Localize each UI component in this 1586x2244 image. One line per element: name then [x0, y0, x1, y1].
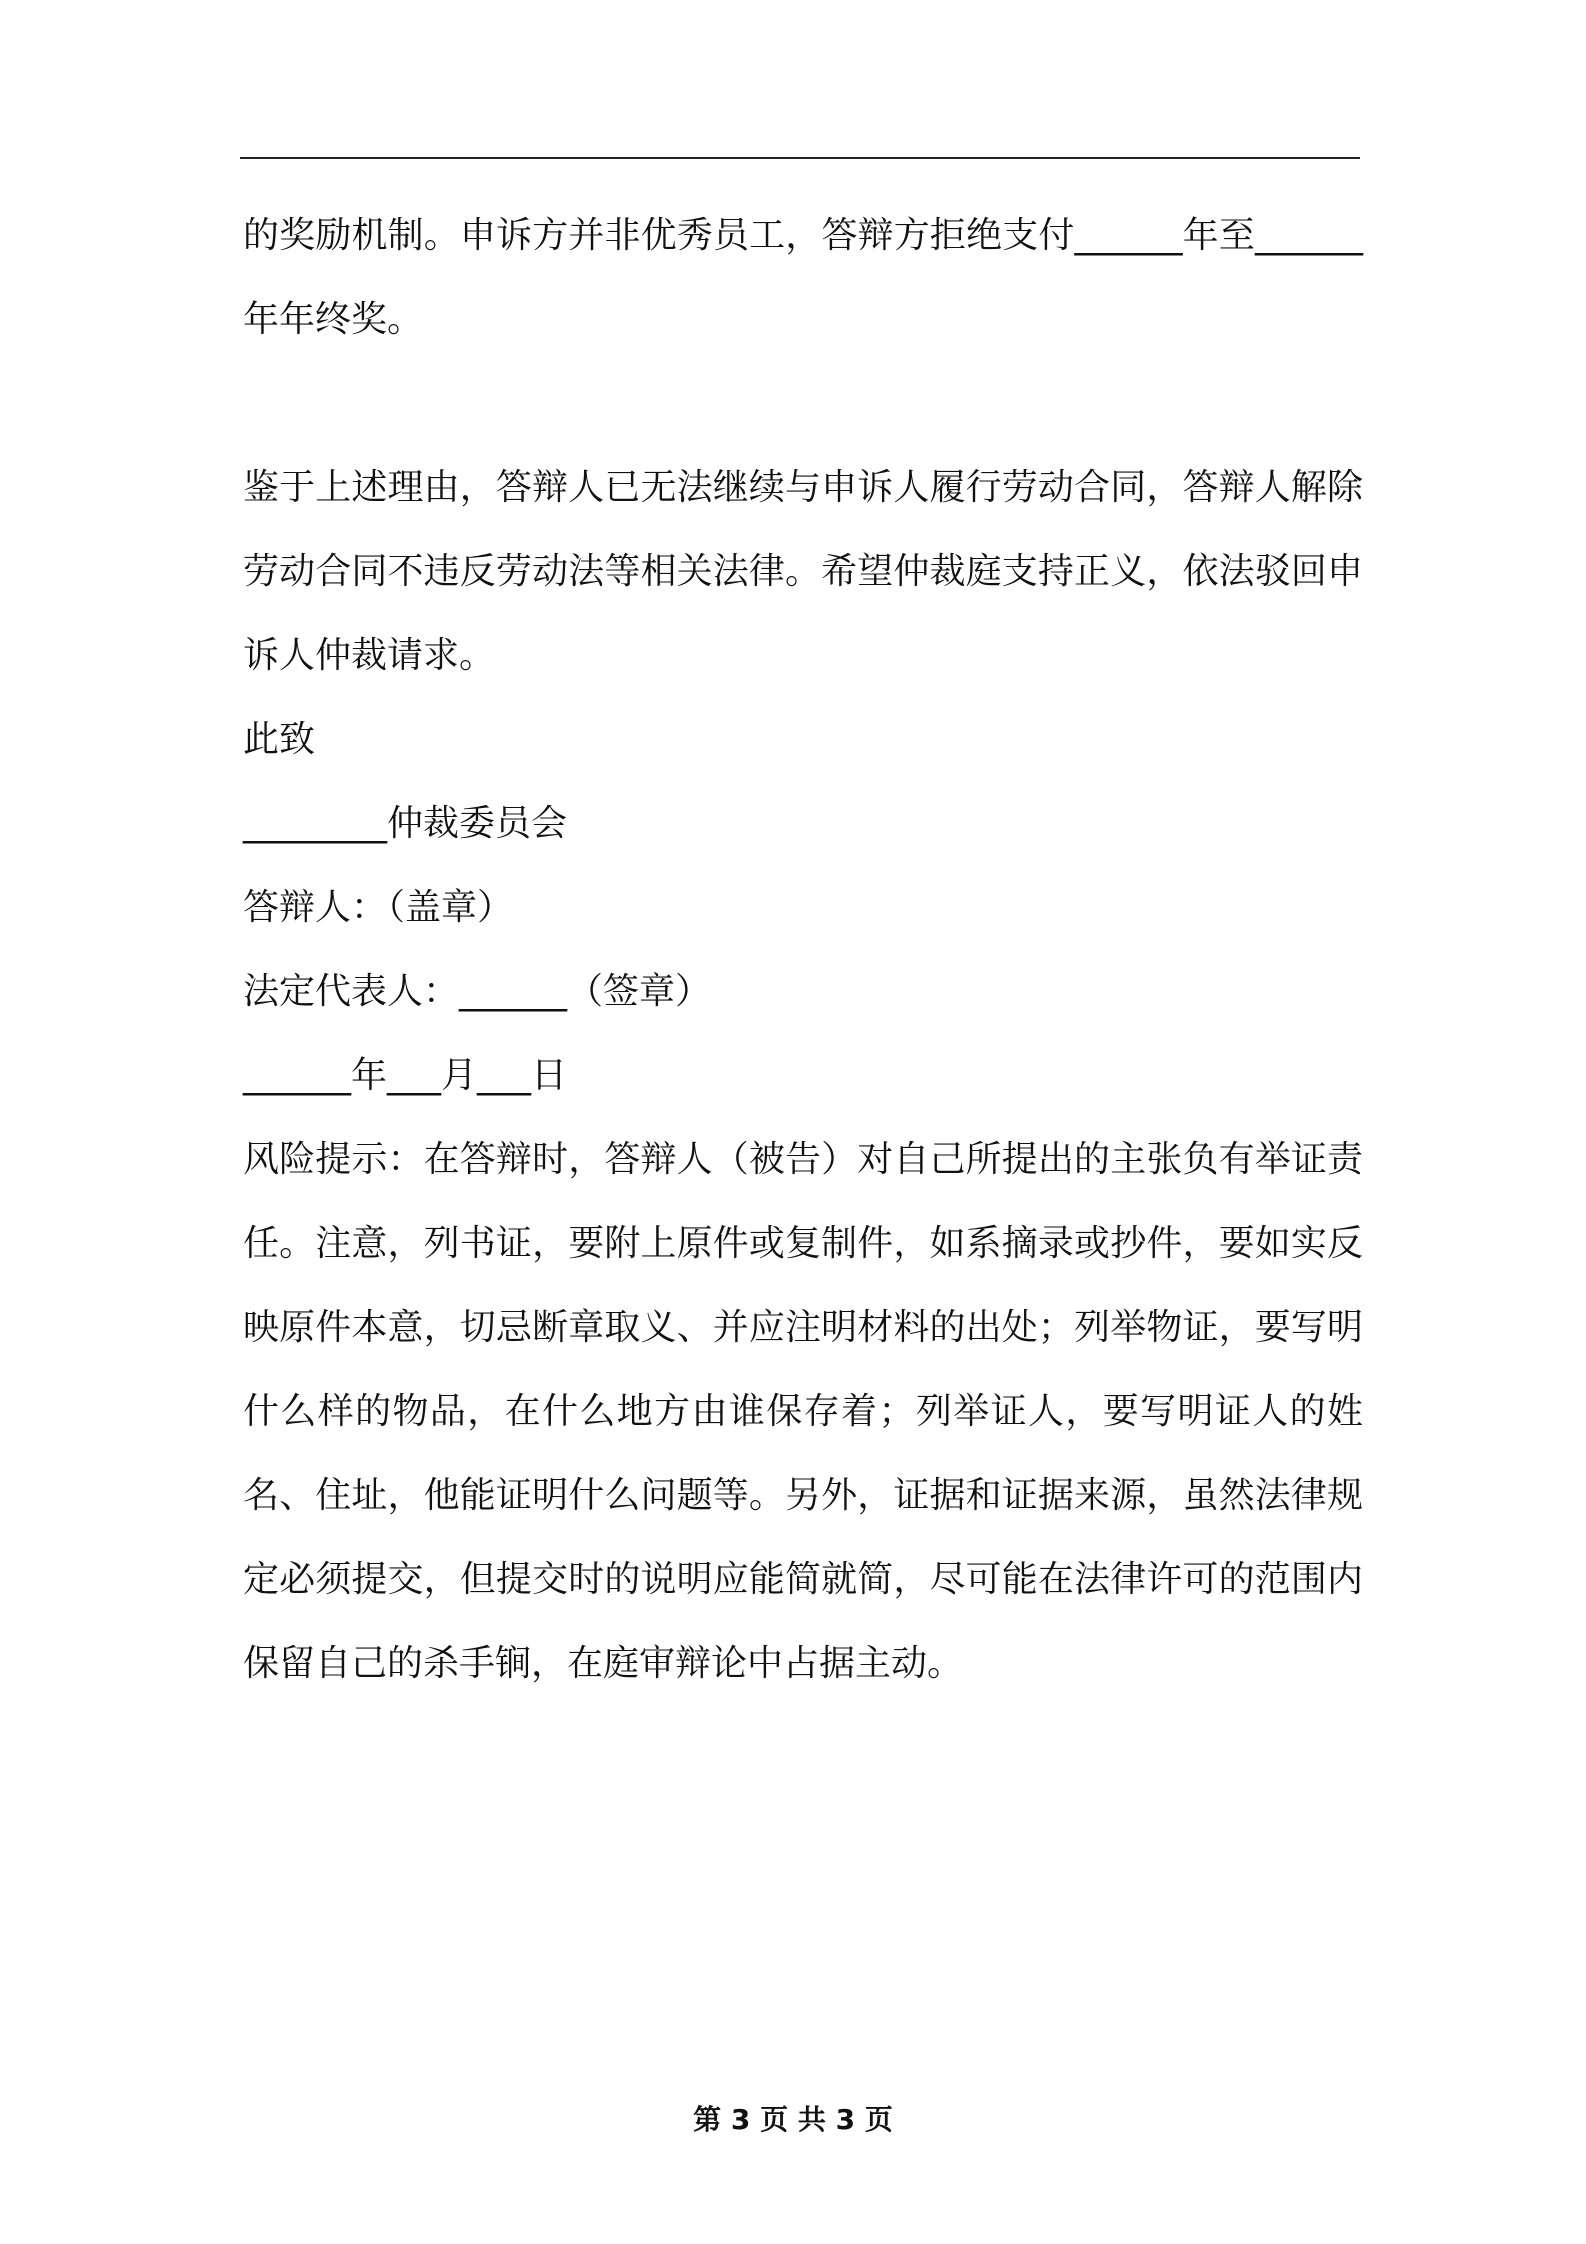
respondent-seal-line: 答辩人：（盖章）: [243, 887, 514, 928]
risk-notice: 风险提示：在答辩时，答辩人（被告）对自己所提出的主张负有举证责任。注意，列书证，要附上原件或复制件，如系摘录或抄件，要如实反映原件本意，切忌断章取义、并应注明材料的出处；列举物证，要写明什么样的物品，在什么地方由谁保存着；列举证人，要写明证人的姓名、住址，他能证明什么问题等。另外，证据和证据来源，虽然法律规定必须提交，但提交时的说明应能简就简，尽可能在法律许可的范围内保留自己的杀手锏，在庭审辩论中占据主动。: [243, 1139, 1363, 1684]
recipient-line: ________仲裁委员会: [243, 803, 568, 844]
header-rule: [240, 157, 1360, 159]
salutation: 此致: [243, 719, 316, 760]
paragraph-bonus: 的奖励机制。申诉方并非优秀员工，答辩方拒绝支付______年至______年年终奖。: [243, 215, 1363, 340]
paragraph-spacer: [243, 362, 1363, 446]
paragraph-conclusion: 鉴于上述理由，答辩人已无法继续与申诉人履行劳动合同，答辩人解除劳动合同不违反劳动法等相关法律。希望仲裁庭支持正义，依法驳回申诉人仲裁请求。: [243, 467, 1363, 676]
document-body: [243, 194, 1363, 1706]
date-line: ______年___月___日: [243, 1055, 568, 1096]
page-footer: 第 3 页 共 3 页: [693, 2103, 893, 2136]
legal-representative-line: 法定代表人：______（签章）: [243, 971, 712, 1012]
